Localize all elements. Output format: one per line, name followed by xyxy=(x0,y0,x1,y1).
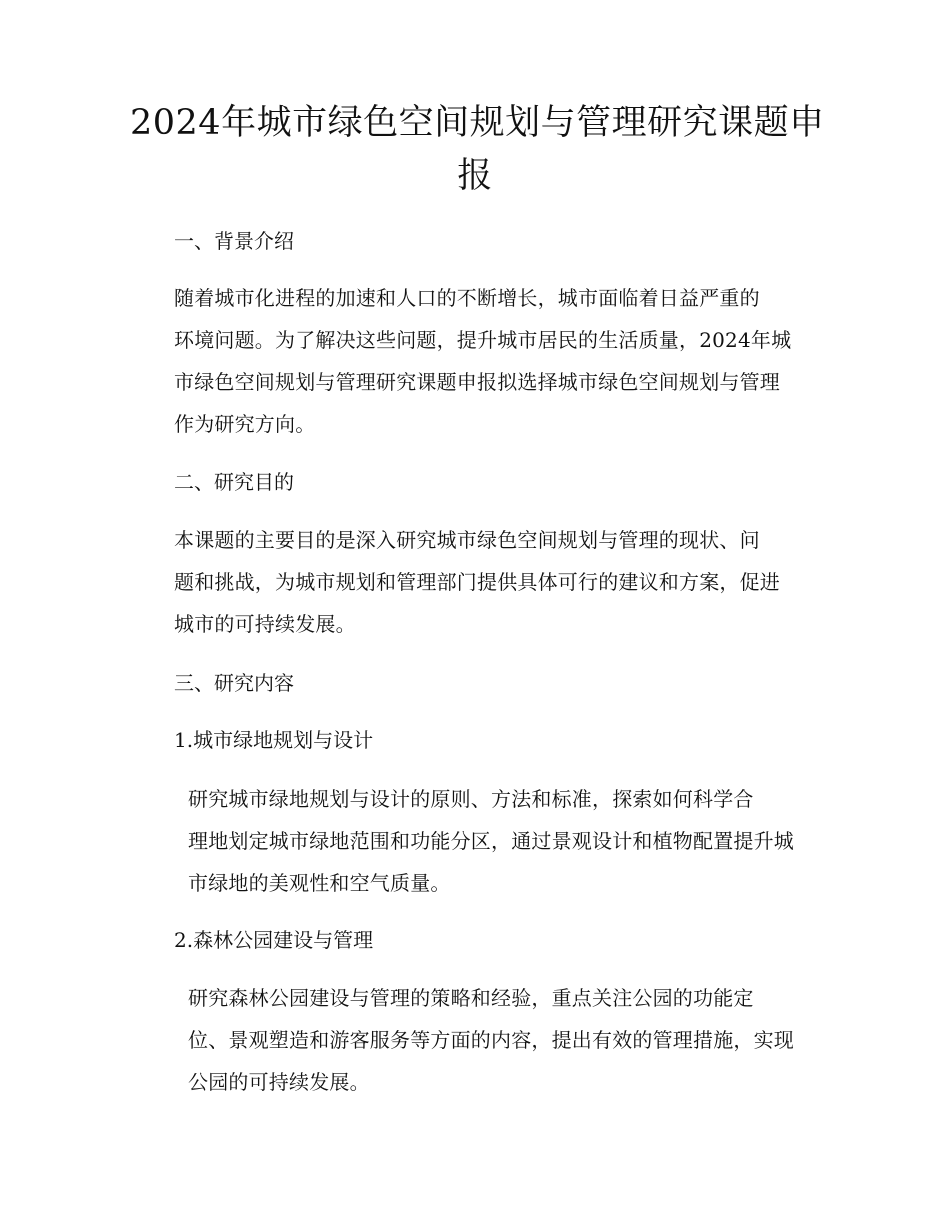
title-line: 2024年城市绿色空间规划与管理研究课题申 xyxy=(130,103,825,143)
paragraph-line: 研究森林公园建设与管理的策略和经验，重点关注公园的功能定 xyxy=(188,986,754,1010)
section-heading-purpose: 二、研究目的 xyxy=(174,470,294,494)
paragraph-line: 随着城市化进程的加速和人口的不断增长，城市面临着日益严重的 xyxy=(174,286,760,310)
section-heading-background: 一、背景介绍 xyxy=(174,229,294,253)
paragraph-line: 本课题的主要目的是深入研究城市绿色空间规划与管理的现状、问 xyxy=(174,528,760,552)
paragraph-line: 作为研究方向。 xyxy=(174,412,316,436)
subsection-heading-forest-park: 2.森林公园建设与管理 xyxy=(174,928,374,952)
paragraph-background xyxy=(140,277,806,445)
paragraph-line: 市绿地的美观性和空气质量。 xyxy=(188,871,451,895)
subsection-heading-greenland: 1.城市绿地规划与设计 xyxy=(174,728,374,752)
paragraph-line: 城市的可持续发展。 xyxy=(174,612,356,636)
paragraph-line: 环境问题。为了解决这些问题，提升城市居民的生活质量，2024年城 xyxy=(174,328,792,352)
paragraph-line: 理地划定城市绿地范围和功能分区，通过景观设计和植物配置提升城 xyxy=(188,829,794,853)
paragraph-line: 位、景观塑造和游客服务等方面的内容，提出有效的管理措施，实现 xyxy=(188,1028,794,1052)
paragraph-line: 公园的可持续发展。 xyxy=(188,1070,370,1094)
document-title xyxy=(130,97,825,203)
paragraph-greenland xyxy=(140,778,806,904)
paragraph-line: 题和挑战，为城市规划和管理部门提供具体可行的建议和方案，促进 xyxy=(174,570,780,594)
paragraph-forest-park xyxy=(140,977,806,1103)
paragraph-purpose xyxy=(140,519,806,645)
section-heading-content: 三、研究内容 xyxy=(174,671,294,695)
paragraph-line: 研究城市绿地规划与设计的原则、方法和标准，探索如何科学合 xyxy=(188,787,754,811)
title-line: 报 xyxy=(457,156,493,196)
paragraph-line: 市绿色空间规划与管理研究课题申报拟选择城市绿色空间规划与管理 xyxy=(174,370,780,394)
